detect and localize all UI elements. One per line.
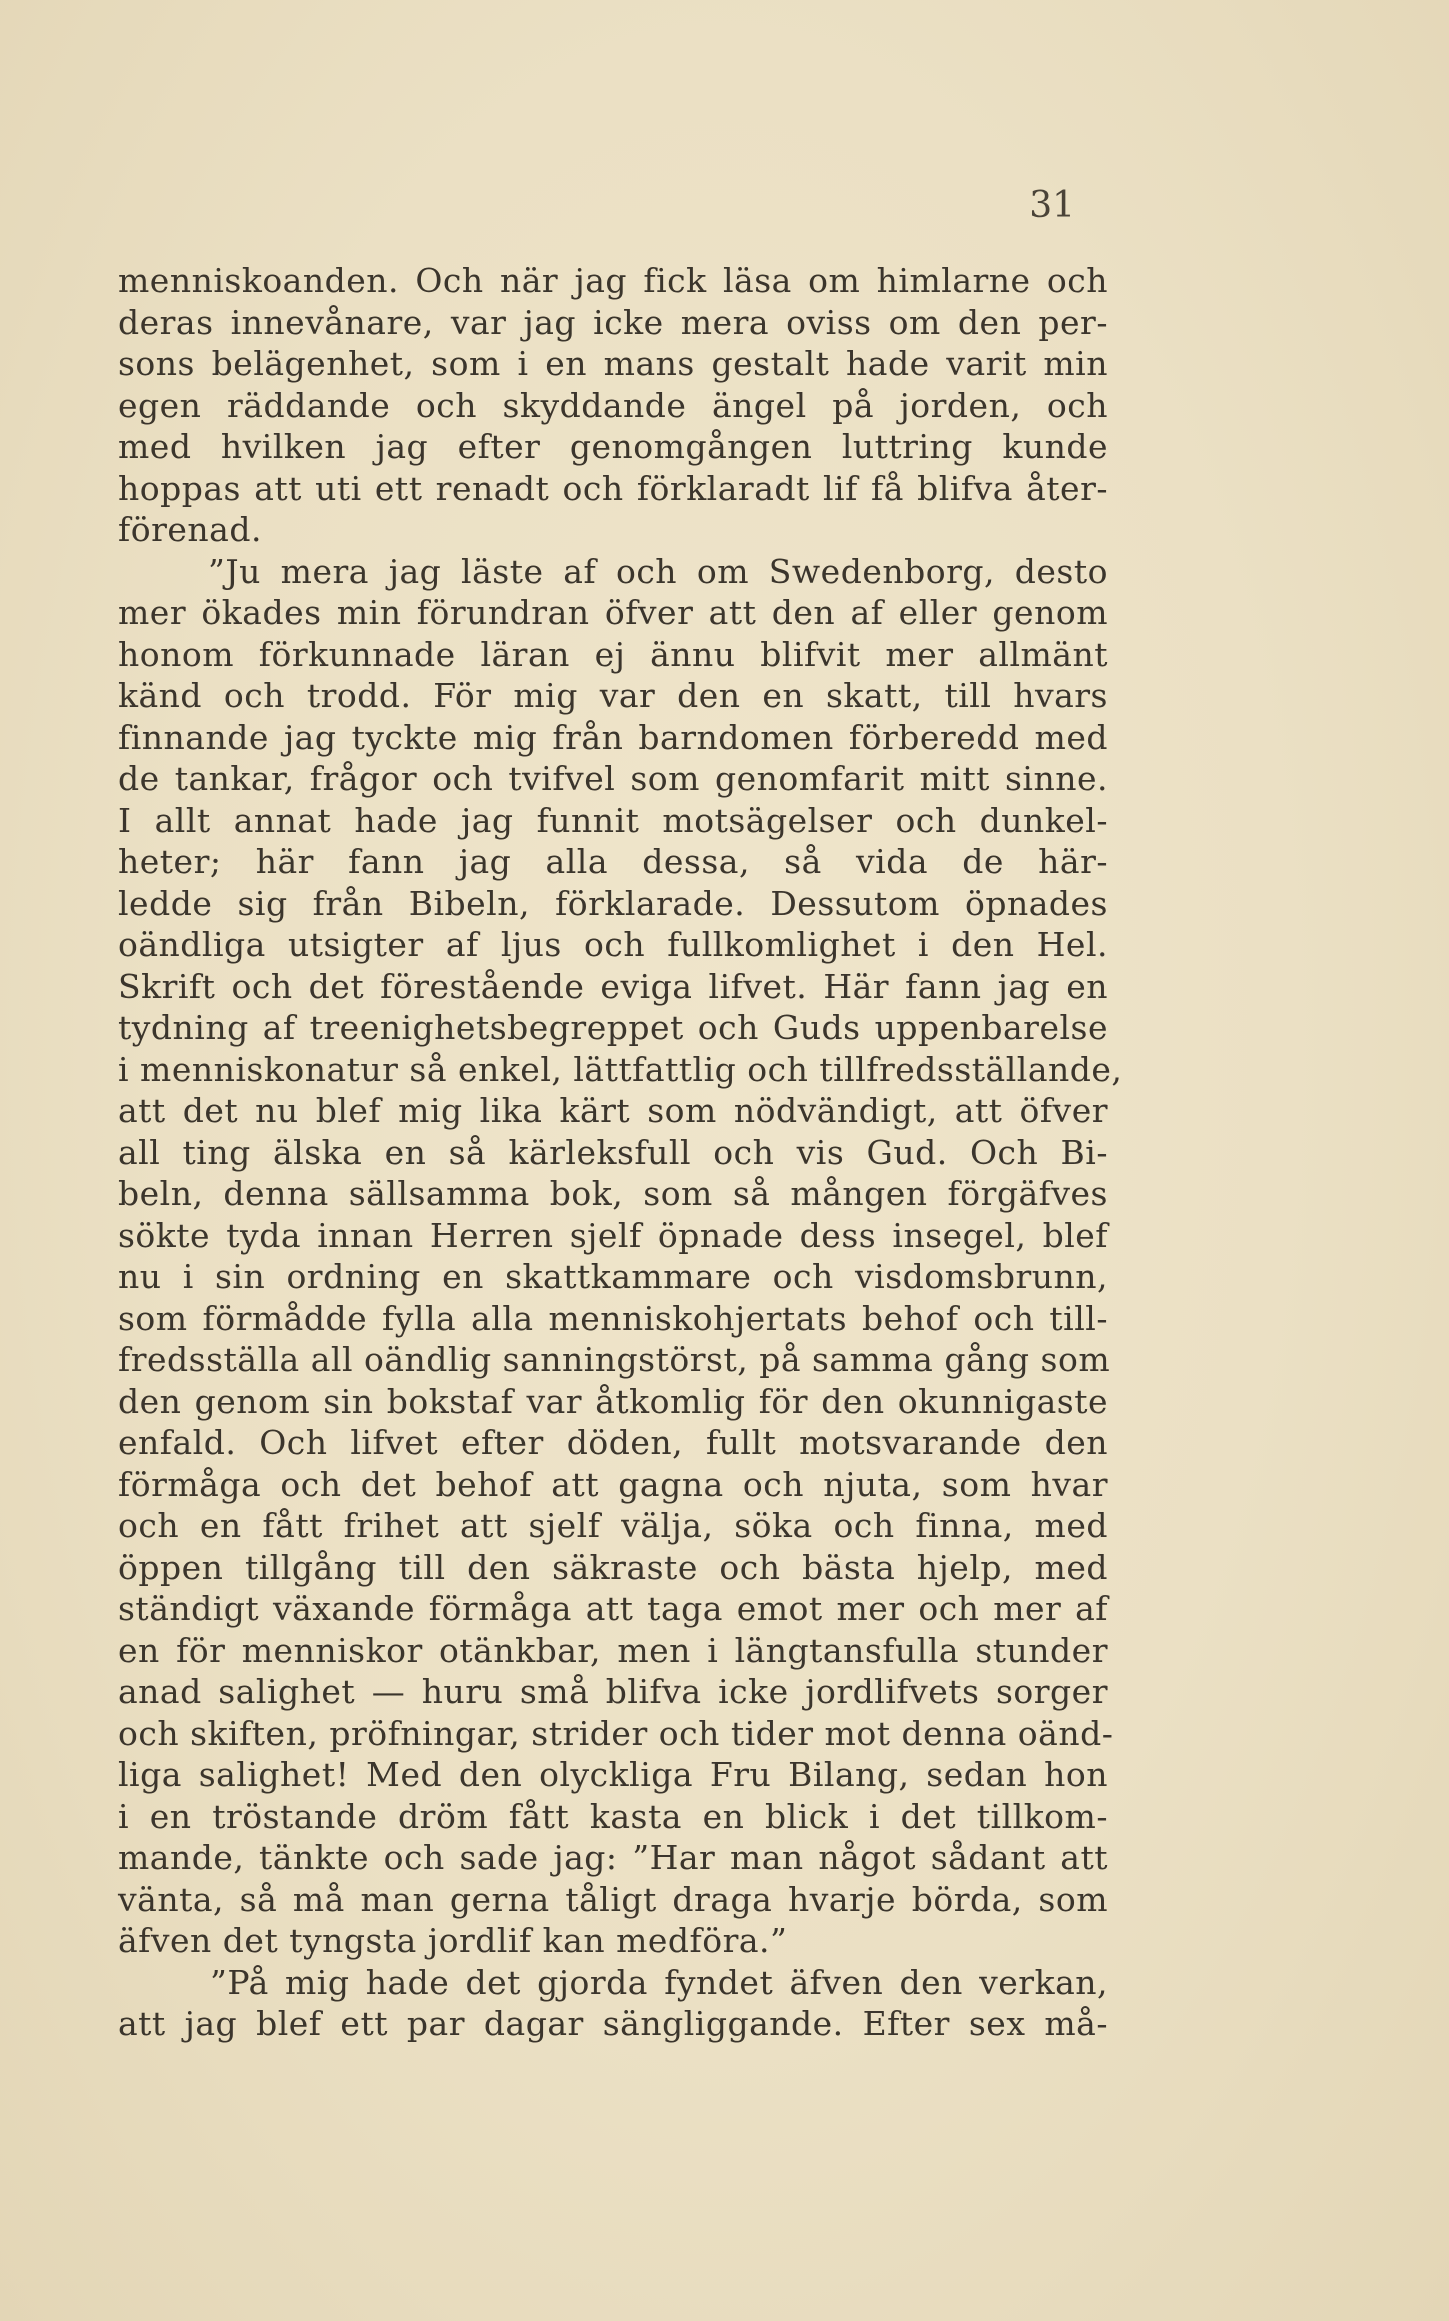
text-line: mande, tänkte och sade jag: ”Har man något sådant att (118, 1838, 1108, 1877)
text-line: förmåga och det behof att gagna och njuta, som hvar (118, 1464, 1108, 1504)
text-line: mer ökades min förundran öfver att den af eller genom (118, 593, 1108, 632)
text-line: menniskoanden. Och när jag fick läsa om himlarne och (118, 261, 1108, 300)
page-number: 31 (1029, 185, 1075, 226)
text-line: de tankar, frågor och tvifvel som genomfarit mitt sinne. (118, 759, 1108, 798)
body-text (118, 260, 1123, 2045)
text-line: vänta, så må man gerna tåligt draga hvarje börda, som (118, 1879, 1108, 1919)
text-line: Skrift och det förestående eviga lifvet. Här fann jag en (118, 966, 1108, 1006)
text-line: egen räddande och skyddande ängel på jorden, och (118, 385, 1108, 425)
text-line: med hvilken jag efter genomgången luttring kunde (118, 427, 1108, 466)
text-line: öppen tillgång till den säkraste och bästa hjelp, med (118, 1547, 1108, 1587)
text-line: och en fått frihet att sjelf välja, söka och finna, med (118, 1506, 1108, 1545)
text-line: I allt annat hade jag funnit motsägelser och dunkel- (118, 800, 1108, 840)
text-line: äfven det tyngsta jordlif kan medföra.” (118, 1921, 788, 1960)
text-line: att jag blef ett par dagar sängliggande. Efter sex må- (118, 2004, 1108, 2043)
text-line: beln, denna sällsamma bok, som så mången förgäfves (118, 1174, 1108, 1213)
text-line: hoppas att uti ett renadt och förklaradt lif få blifva åter- (118, 468, 1108, 508)
text-line: tydning af treenighetsbegreppet och Guds uppenbarelse (118, 1008, 1108, 1047)
text-line: finnande jag tyckte mig från barndomen förberedd med (118, 717, 1108, 757)
text-line: oändliga utsigter af ljus och fullkomlighet i den Hel. (118, 925, 1108, 964)
text-line: ledde sig från Bibeln, förklarade. Dessutom öpnades (118, 883, 1108, 923)
text-line: honom förkunnade läran ej ännu blifvit mer allmänt (118, 634, 1108, 674)
text-line: fredsställa all oändlig sanningstörst, på samma gång som (118, 1340, 1111, 1379)
text-line: anad salighet — huru små blifva icke jordlifvets sorger (118, 1672, 1108, 1711)
text-line: en för menniskor otänkbar, men i längtansfulla stunder (118, 1630, 1108, 1670)
text-line: den genom sin bokstaf var åtkomlig för den okunnigaste (118, 1381, 1108, 1421)
text-line: ”Ju mera jag läste af och om Swedenborg, desto (208, 551, 1108, 591)
text-line: enfald. Och lifvet efter döden, fullt motsvarande den (118, 1423, 1108, 1462)
text-line: sons belägenhet, som i en mans gestalt hade varit min (118, 344, 1108, 383)
text-line: heter; här fann jag alla dessa, så vida de här- (118, 842, 1108, 881)
text-line: sökte tyda innan Herren sjelf öpnade dess insegel, blef (118, 1215, 1108, 1255)
text-line: känd och trodd. För mig var den en skatt, till hvars (118, 676, 1108, 715)
text-line: som förmådde fylla alla menniskohjertats behof och till- (118, 1298, 1108, 1338)
text-line: i en tröstande dröm fått kasta en blick i det tillkom- (118, 1796, 1108, 1836)
text-line: deras innevånare, var jag icke mera oviss om den per- (118, 302, 1108, 342)
text-line: i menniskonatur så enkel, lättfattlig och tillfredsställande, (118, 1049, 1123, 1089)
text-line: liga salighet! Med den olyckliga Fru Bilang, sedan hon (118, 1755, 1108, 1794)
text-line: nu i sin ordning en skattkammare och visdomsbrunn, (118, 1257, 1108, 1296)
text-line: ”På mig hade det gjorda fyndet äfven den verkan, (210, 1962, 1108, 2002)
text-line: och skiften, pröfningar, strider och tider mot denna oänd- (118, 1713, 1114, 1753)
text-line: ständigt växande förmåga att taga emot mer och mer af (118, 1589, 1108, 1628)
text-line: förenad. (118, 510, 262, 549)
text-line: all ting älska en så kärleksfull och vis Gud. Och Bi- (118, 1132, 1108, 1172)
text-line: att det nu blef mig lika kärt som nödvändigt, att öfver (118, 1091, 1108, 1130)
